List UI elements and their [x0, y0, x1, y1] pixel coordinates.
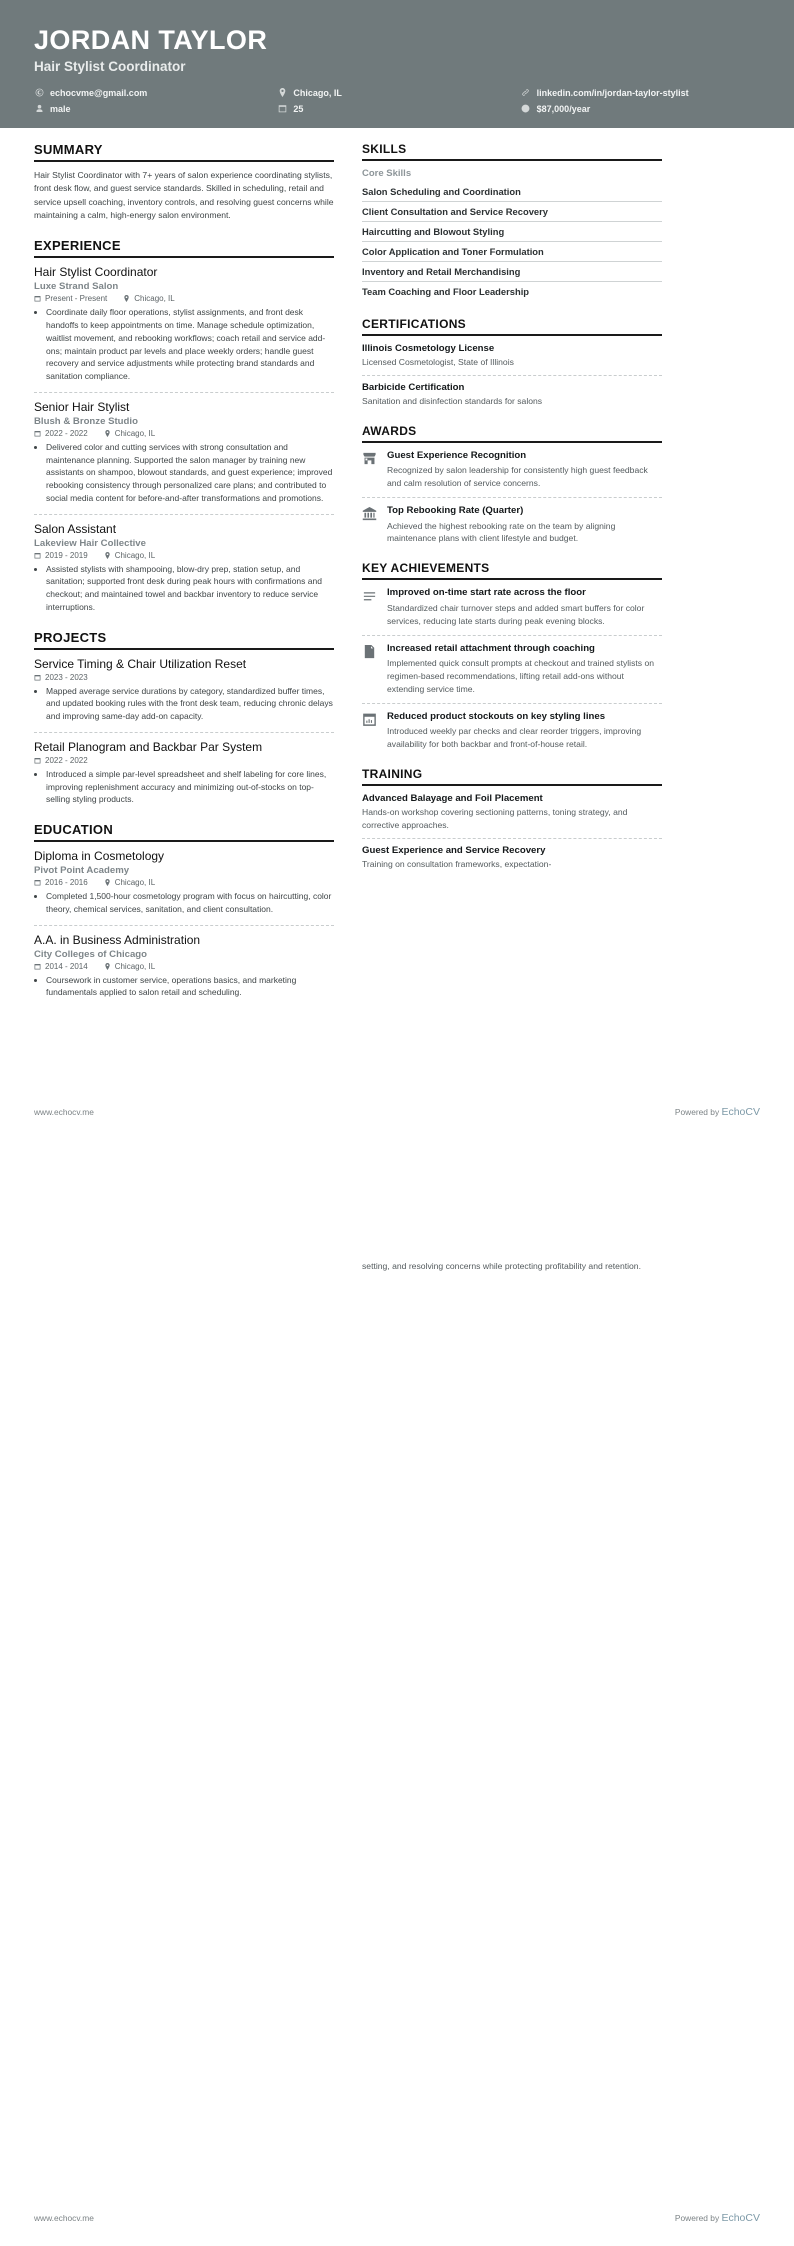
certification-desc: Licensed Cosmetologist, State of Illinois — [362, 357, 514, 367]
key-achievement-name: Increased retail attachment through coaching — [387, 642, 595, 654]
calendar-icon — [34, 295, 41, 302]
award-body — [387, 505, 662, 545]
education-school: Pivot Point Academy — [34, 865, 130, 876]
award-desc: Achieved the highest rebooking rate on the team by aligning maintenance plans with client lifestyle and budget. — [387, 520, 616, 544]
experience-dates-wrap — [34, 429, 88, 438]
key-achievement-desc: Implemented quick consult prompts at checkout and trained stylists on regimen-based recommendations, lifting retail add-ons without extending service time. — [387, 658, 655, 694]
summary-text: Hair Stylist Coordinator with 7+ years of salon experience coordinating stylists, front desk flow, and guest service standards. Skilled in scheduling, retail and service upsell coaching, inventory controls, and resolving guest concerns while maintaining a calm, high-energy salon environment. — [34, 170, 334, 220]
key-achievement-name: Improved on-time start rate across the floor — [387, 587, 586, 599]
experience-dates: 2022 - 2022 — [45, 428, 88, 438]
page-footer — [34, 1106, 760, 1118]
education-location-wrap — [104, 878, 155, 887]
email-icon — [34, 88, 44, 98]
training-heading: TRAINING — [362, 767, 662, 786]
experience-dates-wrap — [34, 551, 88, 560]
award-desc: Recognized by salon leadership for consistently high guest feedback and calm resolution of service concerns. — [387, 465, 648, 489]
contact-age — [277, 104, 516, 114]
key-achievement-entry — [362, 587, 662, 635]
awards-heading: AWARDS — [362, 424, 662, 443]
award-body — [387, 450, 662, 490]
contact-location-value: Chicago, IL — [293, 87, 342, 98]
experience-meta — [34, 551, 334, 560]
project-name: Service Timing & Chair Utilization Reset — [34, 656, 247, 671]
location-icon — [104, 430, 111, 437]
calendar-chart-icon — [362, 711, 378, 751]
salary-icon — [521, 104, 531, 114]
key-achievement-body — [387, 587, 662, 627]
project-bullets — [34, 685, 334, 723]
training-desc: Hands-on workshop covering sectioning patterns, toning strategy, and corrective approaches. — [362, 806, 628, 830]
experience-location-wrap — [104, 551, 155, 560]
bank-icon — [362, 505, 378, 545]
skill-item: Salon Scheduling and Coordination — [362, 182, 662, 202]
certifications-heading: CERTIFICATIONS — [362, 317, 662, 336]
calendar-icon — [34, 552, 41, 559]
experience-bullets — [34, 441, 334, 505]
key-achievement-entry — [362, 643, 662, 704]
education-location: Chicago, IL — [114, 961, 156, 971]
resume-page-2 — [0, 1140, 794, 2246]
calendar-icon — [34, 963, 41, 970]
experience-org: Blush & Bronze Studio — [34, 415, 138, 427]
calendar-icon — [34, 674, 41, 681]
certification-desc: Sanitation and disinfection standards for salons — [362, 395, 543, 406]
experience-bullets — [34, 563, 334, 614]
page-footer — [34, 2212, 760, 2224]
footer-powered-by-label: Powered by — [674, 1107, 722, 1117]
contact-gender — [34, 104, 273, 114]
project-bullet: • Introduced a simple par-level spreadsheet and shelf labeling for core lines, improving replenishment accuracy and minimizing out-of-stocks on top-selling styling products. — [46, 768, 334, 806]
training-desc: Training on consultation frameworks, expectation- — [362, 858, 552, 869]
page-2-right-column — [362, 1260, 662, 1273]
experience-dates: Present - Present — [45, 294, 108, 304]
contact-salary — [521, 104, 760, 114]
experience-entry — [34, 265, 334, 393]
section-summary — [34, 142, 334, 222]
experience-bullet: • Assisted stylists with shampooing, blow-dry prep, station setup, and sanitation; supported front desk during peak hours with confirmations and checkout; and maintained towel and backbar inventory to reduce service interruptions. — [46, 563, 334, 614]
lines-icon — [362, 587, 378, 627]
experience-location: Chicago, IL — [114, 550, 156, 560]
location-icon — [104, 552, 111, 559]
award-name: Guest Experience Recognition — [387, 449, 527, 461]
skill-item: Team Coaching and Floor Leadership — [362, 286, 530, 297]
certification-name: Illinois Cosmetology License — [362, 343, 495, 354]
experience-bullet: • Delivered color and cutting services with strong consultation and maintenance planning. Supported the salon manager by training new assistants on shampoo, blowout standards, and guest experience; improved rebooking consistency through personalized care plans; and contributed to social media content for before-and-after transformations and promotions. — [46, 441, 334, 505]
experience-meta — [34, 429, 334, 438]
contact-linkedin[interactable] — [521, 88, 760, 98]
location-icon — [123, 295, 130, 302]
section-projects — [34, 630, 334, 807]
training-entry — [362, 793, 662, 839]
skill-item: Inventory and Retail Merchandising — [362, 262, 662, 282]
education-location-wrap — [104, 962, 155, 971]
skill-item: Haircutting and Blowout Styling — [362, 222, 662, 242]
experience-entry — [34, 400, 334, 515]
section-key-achievements — [362, 561, 662, 751]
education-bullet: • Coursework in customer service, operations basics, and marketing fundamentals applied to salon retail and scheduling. — [46, 974, 334, 1000]
project-bullet: • Mapped average service durations by category, standardized buffer times, and updated booking rules with the front desk team, reducing chronic delays and improving same-day add-on capacity. — [46, 685, 334, 723]
footer-powered-by-label: Powered by — [674, 2213, 722, 2223]
experience-org: Luxe Strand Salon — [34, 281, 119, 293]
right-column — [362, 142, 662, 887]
education-dates-wrap — [34, 962, 88, 971]
section-experience — [34, 238, 334, 613]
contact-gender-value: male — [50, 103, 71, 114]
section-education — [34, 822, 334, 999]
training-name: Advanced Balayage and Foil Placement — [362, 792, 543, 804]
section-training — [362, 767, 662, 871]
education-bullets — [34, 974, 334, 1000]
contact-email[interactable] — [34, 88, 273, 98]
key-achievements-heading: KEY ACHIEVEMENTS — [362, 561, 662, 580]
key-achievement-body — [387, 643, 662, 696]
skill-item: Client Consultation and Service Recovery — [362, 202, 662, 222]
calendar-icon — [34, 430, 41, 437]
experience-location-wrap — [104, 429, 155, 438]
footer-brand — [675, 2212, 760, 2224]
key-achievement-entry — [362, 711, 662, 751]
education-heading: EDUCATION — [34, 822, 334, 842]
education-meta — [34, 878, 334, 887]
projects-heading: PROJECTS — [34, 630, 334, 650]
summary-heading: SUMMARY — [34, 142, 334, 162]
experience-bullets — [34, 306, 334, 383]
calendar-icon — [277, 104, 287, 114]
contact-salary-value: $87,000/year — [536, 103, 591, 114]
experience-location-wrap — [123, 294, 174, 303]
experience-dates-wrap — [34, 294, 107, 303]
skills-group-label: Core Skills — [362, 168, 412, 179]
key-achievement-body — [387, 711, 662, 751]
award-name: Top Rebooking Rate (Quarter) — [387, 505, 524, 517]
project-entry — [34, 657, 334, 733]
person-icon — [34, 104, 44, 114]
education-bullet: • Completed 1,500-hour cosmetology program with focus on haircutting, color theory, chemical services, sanitation, and client consultation. — [46, 890, 334, 916]
left-column — [34, 142, 334, 1015]
certification-name: Barbicide Certification — [362, 381, 465, 393]
education-bullets — [34, 890, 334, 916]
project-name: Retail Planogram and Backbar Par System — [34, 739, 263, 754]
resume-header — [0, 0, 794, 128]
education-degree: Diploma in Cosmetology — [34, 849, 165, 863]
contact-location — [277, 88, 516, 98]
page-2-content — [0, 1140, 794, 1273]
link-icon — [521, 88, 531, 98]
experience-bullet: • Coordinate daily floor operations, stylist assignments, and front desk handoffs to keep appointments on time. Manage schedule optimization, waitlist movement, and rebooking workflows; coach retail and service add-ons; maintain product par levels and place weekly orders; handle guest recovery and service adjustments while protecting brand standards and sanitation compliance. — [46, 306, 334, 383]
storefront-icon — [362, 450, 378, 490]
education-location: Chicago, IL — [114, 878, 156, 887]
resume-body — [0, 128, 794, 1015]
certification-entry — [362, 343, 662, 376]
location-icon — [277, 88, 287, 98]
section-awards — [362, 424, 662, 546]
contact-age-value: 25 — [293, 103, 304, 114]
document-icon — [362, 643, 378, 696]
education-degree: A.A. in Business Administration — [34, 932, 201, 947]
education-meta — [34, 962, 334, 971]
candidate-name: JORDAN TAYLOR — [34, 25, 268, 55]
key-achievement-desc: Introduced weekly par checks and clear reorder triggers, improving availability for both backbar and front-of-house retail. — [387, 726, 642, 750]
education-entry — [34, 933, 334, 1000]
footer-brand-name: EchoCV — [721, 2212, 760, 2224]
location-icon — [104, 963, 111, 970]
project-meta — [34, 673, 334, 682]
experience-location: Chicago, IL — [114, 428, 156, 438]
experience-heading: EXPERIENCE — [34, 238, 334, 258]
experience-role: Hair Stylist Coordinator — [34, 265, 158, 280]
footer-website[interactable]: www.echocv.me — [34, 1107, 94, 1117]
contact-info-grid — [34, 88, 760, 114]
skills-heading: SKILLS — [362, 142, 662, 161]
project-entry — [34, 740, 334, 806]
skill-item: Color Application and Toner Formulation — [362, 242, 662, 262]
project-bullets — [34, 768, 334, 806]
education-school: City Colleges of Chicago — [34, 948, 148, 960]
key-achievement-desc: Standardized chair turnover steps and added smart buffers for color services, reducing late starts during peak evening blocks. — [387, 602, 645, 626]
footer-brand-name: EchoCV — [721, 1106, 760, 1118]
location-icon — [104, 879, 111, 886]
education-dates-wrap — [34, 878, 88, 887]
experience-role: Salon Assistant — [34, 521, 117, 536]
key-achievement-name: Reduced product stockouts on key styling lines — [387, 710, 606, 722]
education-entry — [34, 849, 334, 926]
education-dates: 2014 - 2014 — [45, 961, 88, 971]
contact-email-value: echocvme@gmail.com — [50, 87, 148, 98]
award-entry — [362, 450, 662, 498]
candidate-job-title: Hair Stylist Coordinator — [34, 58, 186, 74]
experience-dates: 2019 - 2019 — [45, 550, 88, 560]
education-dates: 2016 - 2016 — [45, 878, 88, 887]
project-dates-wrap — [34, 756, 88, 765]
project-meta — [34, 756, 334, 765]
calendar-icon — [34, 757, 41, 764]
training-desc-continued: setting, and resolving concerns while protecting profitability and retention. — [362, 1261, 641, 1271]
award-entry — [362, 505, 662, 545]
footer-brand — [675, 1106, 760, 1118]
section-skills — [362, 142, 662, 301]
experience-org: Lakeview Hair Collective — [34, 537, 146, 549]
training-name: Guest Experience and Service Recovery — [362, 844, 546, 856]
experience-location: Chicago, IL — [134, 294, 175, 304]
project-dates: 2022 - 2022 — [45, 755, 88, 765]
project-dates-wrap — [34, 673, 88, 682]
calendar-icon — [34, 879, 41, 886]
certification-entry — [362, 382, 662, 408]
experience-meta — [34, 294, 334, 303]
training-entry — [362, 845, 662, 871]
experience-role: Senior Hair Stylist — [34, 399, 130, 414]
section-certifications — [362, 317, 662, 408]
footer-website[interactable]: www.echocv.me — [34, 2213, 94, 2223]
contact-linkedin-value: linkedin.com/in/jordan-taylor-stylist — [536, 87, 689, 98]
project-dates: 2023 - 2023 — [45, 672, 88, 682]
page-2-left-column — [34, 1260, 334, 1273]
experience-entry — [34, 522, 334, 614]
